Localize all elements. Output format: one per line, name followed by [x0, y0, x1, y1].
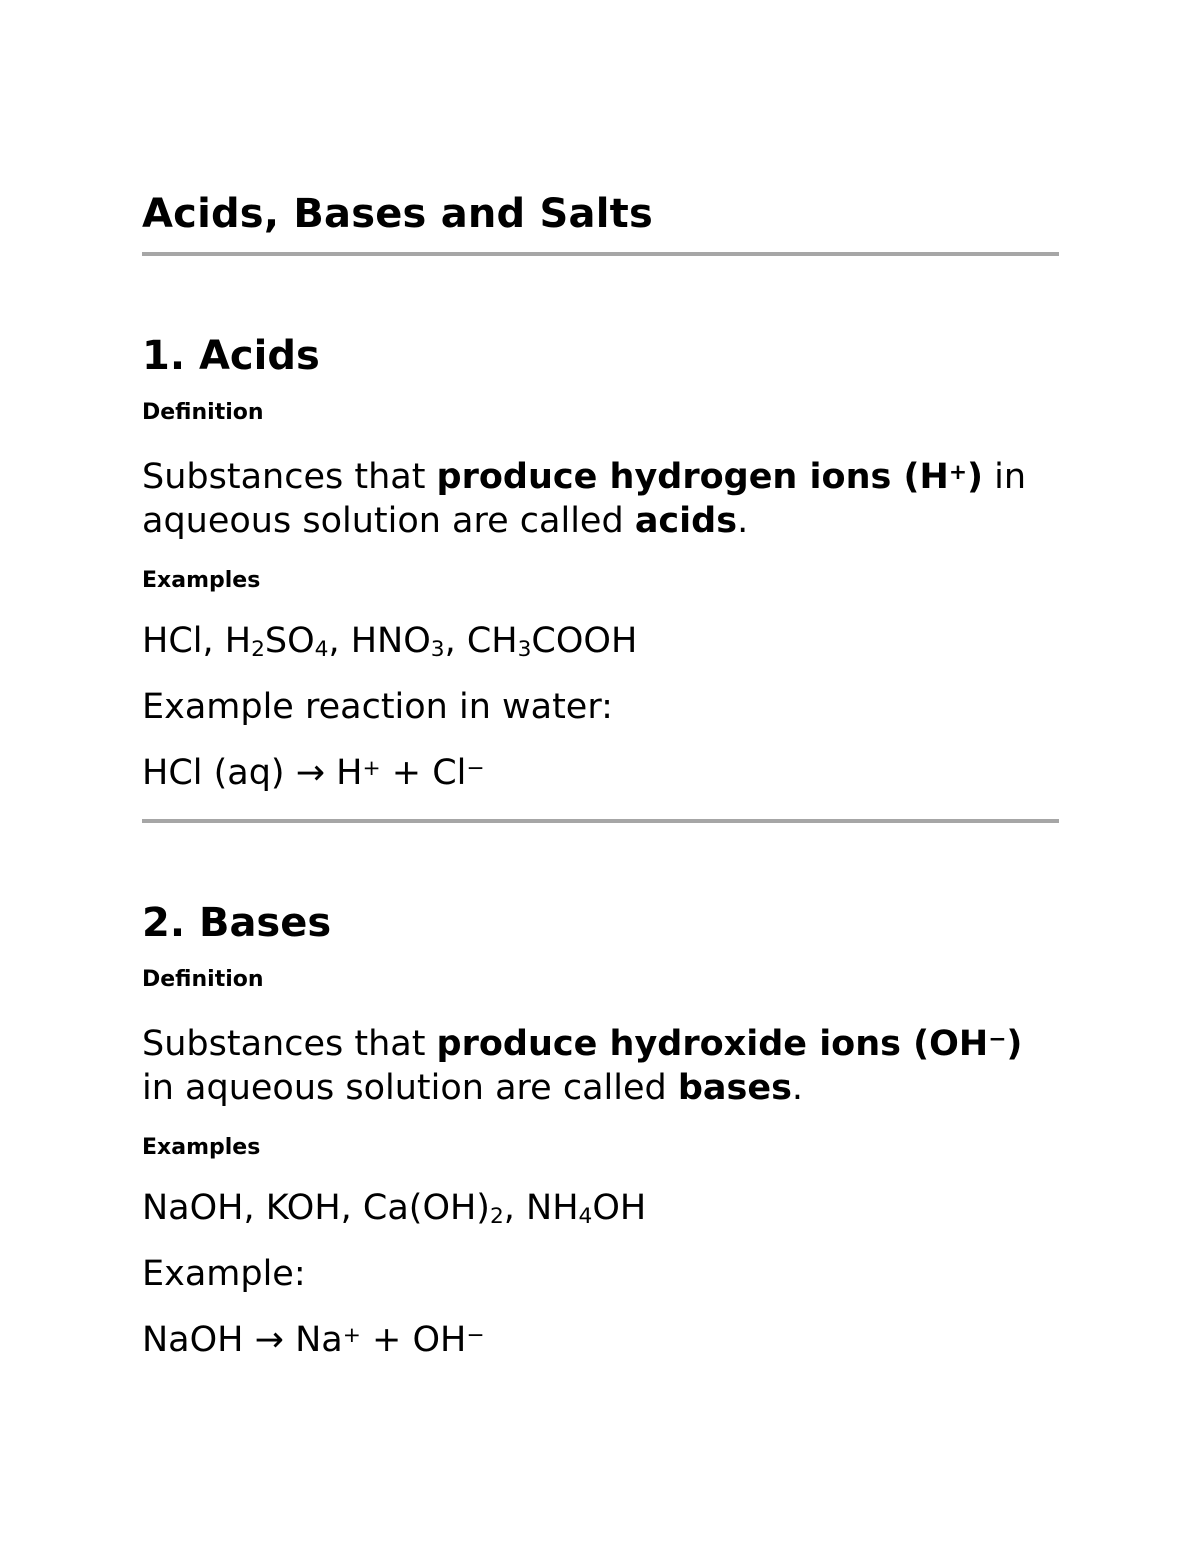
examples-label: Examples — [142, 568, 261, 593]
formula-subscript: 2 — [251, 636, 265, 662]
ion-charge-sup: − — [466, 755, 485, 781]
definition-bold-text: produce hydrogen ions (H — [436, 457, 949, 497]
acids-definition-text — [142, 455, 1059, 543]
definition-text-post: . — [791, 1068, 804, 1108]
ion-charge-sup: − — [466, 1322, 485, 1348]
definition-text-mid: in aqueous solution are called — [142, 1068, 678, 1108]
example-formula-part: OH — [592, 1188, 647, 1228]
example-formula-part: NaOH, KOH, Ca(OH) — [142, 1188, 490, 1228]
example-formula-part: SO — [264, 621, 315, 661]
equation-part: + OH — [360, 1320, 467, 1360]
formula-subscript: 4 — [314, 636, 329, 662]
page-title: Acids, Bases and Salts — [142, 191, 653, 237]
definition-term: bases — [677, 1068, 792, 1108]
bases-definition-text — [142, 1022, 1059, 1110]
formula-subscript: 2 — [489, 1203, 504, 1229]
definition-text-pre: Substances that — [142, 457, 437, 497]
acid-dissociation-equation — [142, 751, 1059, 795]
hydrogen-charge-sup: + — [948, 459, 967, 485]
definition-bold-phrase — [437, 1024, 1023, 1064]
ion-charge-sup: + — [342, 1322, 361, 1348]
formula-subscript: 4 — [578, 1203, 593, 1229]
reaction-intro: Example reaction in water: — [142, 687, 613, 727]
definition-text-post: . — [737, 501, 749, 541]
definition-label: Definition — [142, 967, 264, 992]
acids-examples-list — [142, 619, 1059, 663]
definition-bold-text: produce hydroxide ions (OH — [436, 1024, 989, 1064]
section-acids — [142, 330, 1059, 823]
definition-bold-close: ) — [966, 457, 983, 497]
definition-term: acids — [634, 501, 738, 541]
hydroxide-charge-sup: − — [988, 1026, 1007, 1052]
formula-subscript: 3 — [430, 636, 445, 662]
equation-part: + Cl — [380, 753, 467, 793]
reaction-intro: Example: — [142, 1254, 306, 1294]
example-formula-part: , HNO — [328, 621, 431, 661]
section-bases — [142, 897, 1059, 1362]
definition-text-mid: in aqueous solution are called — [142, 457, 1027, 541]
equation-part: HCl (aq) → H — [142, 753, 363, 793]
example-formula-part: HCl, H — [142, 621, 252, 661]
ion-charge-sup: + — [362, 755, 381, 781]
example-formula-part: , CH — [444, 621, 518, 661]
definition-text-pre: Substances that — [142, 1024, 437, 1064]
definition-label: Definition — [142, 400, 264, 425]
section-divider — [142, 819, 1059, 823]
bases-examples-list — [142, 1186, 1059, 1230]
formula-subscript: 3 — [517, 636, 532, 662]
example-formula-part: , NH — [503, 1188, 579, 1228]
example-formula-part: COOH — [531, 621, 638, 661]
section-heading-acids: 1. Acids — [142, 333, 320, 379]
equation-part: NaOH → Na — [142, 1320, 343, 1360]
base-dissociation-equation — [142, 1318, 1059, 1362]
definition-bold-close: ) — [1006, 1024, 1023, 1064]
examples-label: Examples — [142, 1135, 261, 1160]
definition-bold-phrase — [437, 457, 983, 497]
title-divider — [142, 252, 1059, 256]
section-heading-bases: 2. Bases — [142, 900, 332, 946]
document-page — [142, 188, 1059, 1362]
